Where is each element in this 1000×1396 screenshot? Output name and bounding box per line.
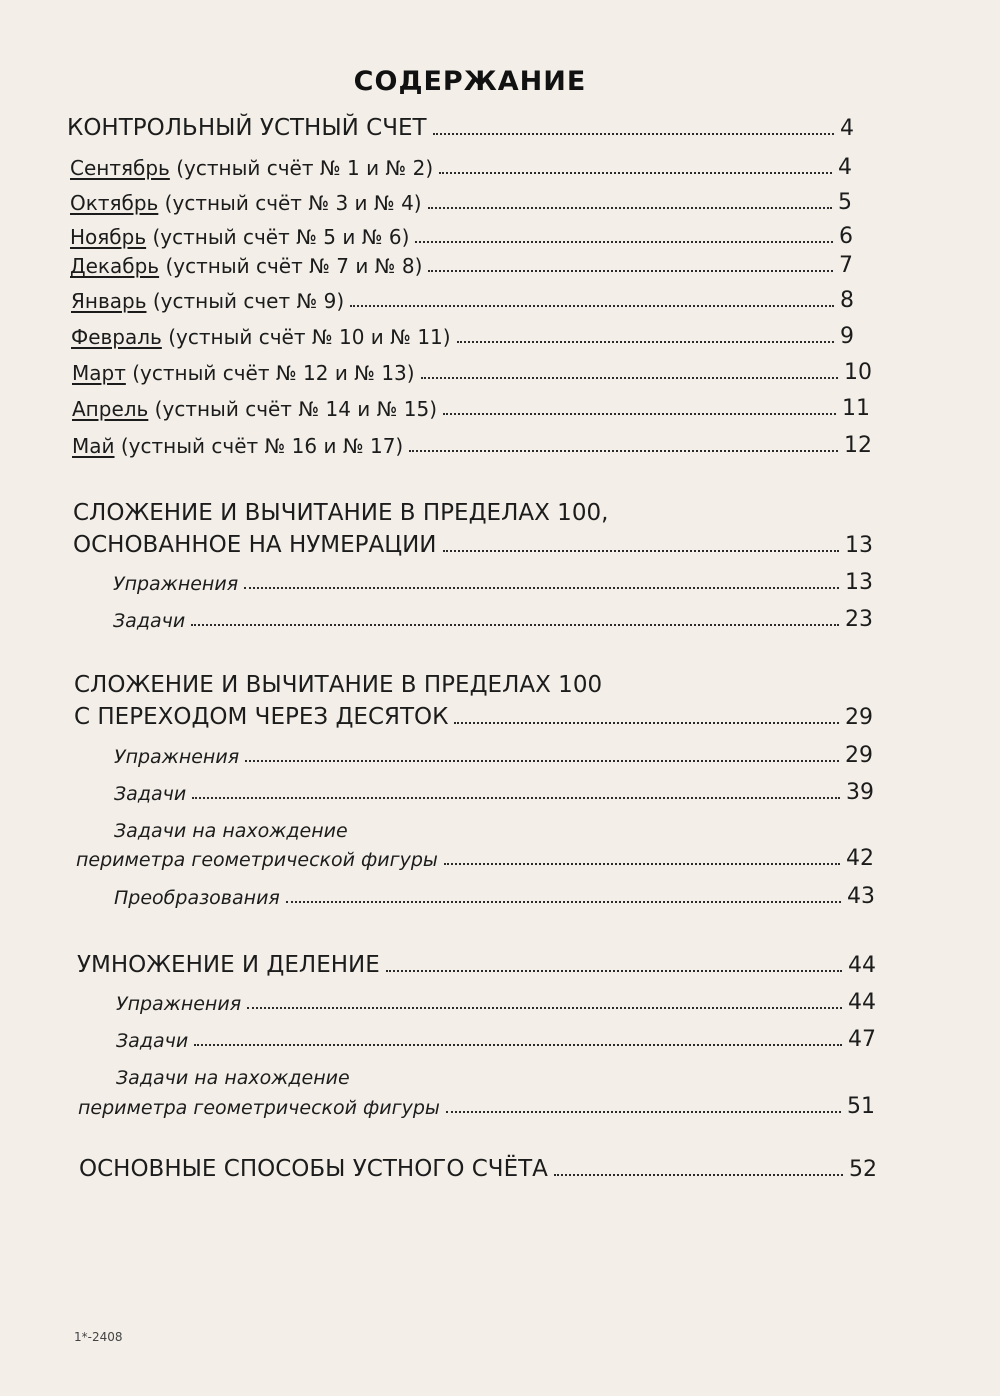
- month-link[interactable]: Апрель: [72, 397, 149, 421]
- toc-entry-label: (устный счёт № 1 и № 2): [169, 156, 434, 180]
- toc-entry-label: (устный счёт № 10 и № 11): [161, 325, 451, 349]
- toc-entry-label: ОСНОВАННОЕ НА НУМЕРАЦИИ: [73, 532, 437, 558]
- toc-entry-january[interactable]: [71, 288, 854, 313]
- month-link[interactable]: Февраль: [71, 325, 162, 349]
- toc-page-number: 43: [847, 884, 875, 909]
- leader-dots: [428, 206, 832, 209]
- toc-entry-label: Задачи: [113, 610, 186, 632]
- toc-entry-label: (устный счёт № 5 и № 6): [146, 225, 410, 249]
- toc-page-number: 8: [840, 288, 854, 313]
- toc-page-number: 7: [839, 253, 853, 278]
- toc-entry-label: С ПЕРЕХОДОМ ЧЕРЕЗ ДЕСЯТОК: [74, 704, 449, 730]
- toc-entry-label: Упражнения: [113, 573, 239, 595]
- toc-page-number: 11: [842, 396, 870, 421]
- leader-dots: [428, 269, 833, 272]
- toc-entry-label: (устный счёт № 7 и № 8): [159, 254, 423, 278]
- toc-entry-label: Преобразования: [114, 887, 280, 909]
- toc-entry-mult-perimeter[interactable]: [78, 1094, 875, 1119]
- toc-entry-multiplication[interactable]: [77, 952, 876, 978]
- toc-entry-may[interactable]: [72, 433, 872, 458]
- toc-entry-label: (устный счёт № 3 и № 4): [158, 191, 422, 215]
- toc-page-number: 4: [838, 155, 852, 180]
- month-link[interactable]: Ноябрь: [70, 225, 147, 249]
- toc-entry-november[interactable]: [70, 224, 853, 249]
- toc-entry-october[interactable]: [70, 190, 852, 215]
- toc-entry-label: КОНТРОЛЬНЫЙ УСТНЫЙ СЧЕТ: [67, 115, 427, 141]
- toc-page-number: 29: [845, 743, 873, 768]
- month-link[interactable]: Май: [72, 434, 115, 458]
- leader-dots: [247, 1006, 842, 1009]
- month-link[interactable]: Октябрь: [70, 191, 159, 215]
- month-link[interactable]: Сентябрь: [70, 156, 170, 180]
- print-code: 1*-2408: [74, 1330, 123, 1344]
- toc-page-number: 5: [838, 190, 852, 215]
- toc-page-number: 52: [849, 1157, 877, 1182]
- leader-dots: [443, 412, 836, 415]
- toc-entry-label: (устный счёт № 16 и № 17): [114, 434, 404, 458]
- toc-entry-december[interactable]: [70, 253, 853, 278]
- toc-entry-april[interactable]: [72, 396, 870, 421]
- toc-entry-label: Упражнения: [116, 993, 242, 1015]
- leader-dots: [433, 132, 834, 135]
- toc-page-number: 12: [844, 433, 872, 458]
- toc-page-number: 13: [845, 570, 873, 595]
- toc-entry-label: Задачи: [116, 1030, 189, 1052]
- toc-entry-september[interactable]: [70, 155, 852, 180]
- toc-entry-add2-exercises[interactable]: [114, 743, 873, 768]
- toc-page-number: 6: [839, 224, 853, 249]
- leader-dots: [415, 240, 833, 243]
- leader-dots: [409, 449, 838, 452]
- leader-dots: [444, 862, 840, 865]
- leader-dots: [454, 721, 839, 724]
- leader-dots: [244, 586, 839, 589]
- toc-entry-label: УМНОЖЕНИЕ И ДЕЛЕНИЕ: [77, 952, 380, 978]
- leader-dots: [457, 340, 834, 343]
- leader-dots: [245, 759, 839, 762]
- month-link[interactable]: Январь: [71, 289, 147, 313]
- leader-dots: [439, 171, 832, 174]
- toc-entry-control[interactable]: [67, 115, 854, 141]
- toc-entry-march[interactable]: [72, 360, 872, 385]
- toc-entry-add2-transformations[interactable]: [114, 884, 875, 909]
- page-title: СОДЕРЖАНИЕ: [353, 66, 587, 97]
- leader-dots: [386, 969, 842, 972]
- toc-entry-february[interactable]: [71, 324, 854, 349]
- toc-page-number: 42: [846, 846, 874, 871]
- toc-entry-add1-exercises[interactable]: [113, 570, 873, 595]
- month-link[interactable]: Декабрь: [70, 254, 160, 278]
- toc-entry-label: периметра геометрической фигуры: [78, 1097, 440, 1119]
- leader-dots: [350, 304, 834, 307]
- toc-entry-add1-tasks[interactable]: [113, 607, 873, 632]
- toc-page-number: 51: [847, 1094, 875, 1119]
- toc-entry-methods[interactable]: [79, 1156, 877, 1182]
- toc-page-number: 23: [845, 607, 873, 632]
- toc-entry-label: (устный счёт № 14 и № 15): [148, 397, 438, 421]
- leader-dots: [421, 376, 838, 379]
- toc-entry-label: Упражнения: [114, 746, 240, 768]
- toc-entry-label: (устный счёт № 12 и № 13): [125, 361, 415, 385]
- toc-page-number: 4: [840, 116, 854, 141]
- leader-dots: [443, 549, 839, 552]
- toc-page-number: 13: [845, 533, 873, 558]
- toc-entry-add2-line1: СЛОЖЕНИЕ И ВЫЧИТАНИЕ В ПРЕДЕЛАХ 100: [74, 672, 603, 698]
- leader-dots: [286, 900, 841, 903]
- leader-dots: [191, 623, 839, 626]
- toc-page-number: 47: [848, 1027, 876, 1052]
- toc-page-number: 9: [840, 324, 854, 349]
- leader-dots: [192, 796, 840, 799]
- toc-entry-add2-perimeter[interactable]: [76, 846, 874, 871]
- leader-dots: [446, 1110, 841, 1113]
- toc-entry-label: Задачи: [114, 783, 187, 805]
- toc-entry-add2[interactable]: [74, 704, 873, 730]
- toc-entry-add2-perimeter-line1: Задачи на нахождение: [114, 820, 348, 842]
- toc-entry-add2-tasks[interactable]: [114, 780, 874, 805]
- leader-dots: [194, 1043, 842, 1046]
- leader-dots: [554, 1173, 843, 1176]
- toc-page-number: 29: [845, 705, 873, 730]
- toc-page-number: 44: [848, 953, 876, 978]
- toc-page-number: 10: [844, 360, 872, 385]
- toc-entry-add1[interactable]: [73, 532, 873, 558]
- month-link[interactable]: Март: [72, 361, 126, 385]
- toc-entry-mult-exercises[interactable]: [116, 990, 876, 1015]
- toc-page-number: 44: [848, 990, 876, 1015]
- toc-entry-mult-tasks[interactable]: [116, 1027, 876, 1052]
- toc-entry-label: (устный счет № 9): [146, 289, 345, 313]
- toc-entry-label: ОСНОВНЫЕ СПОСОБЫ УСТНОГО СЧЁТА: [79, 1156, 548, 1182]
- toc-entry-mult-perimeter-line1: Задачи на нахождение: [116, 1067, 350, 1089]
- toc-entry-add1-line1: СЛОЖЕНИЕ И ВЫЧИТАНИЕ В ПРЕДЕЛАХ 100,: [73, 500, 609, 526]
- toc-page-number: 39: [846, 780, 874, 805]
- toc-entry-label: периметра геометрической фигуры: [76, 849, 438, 871]
